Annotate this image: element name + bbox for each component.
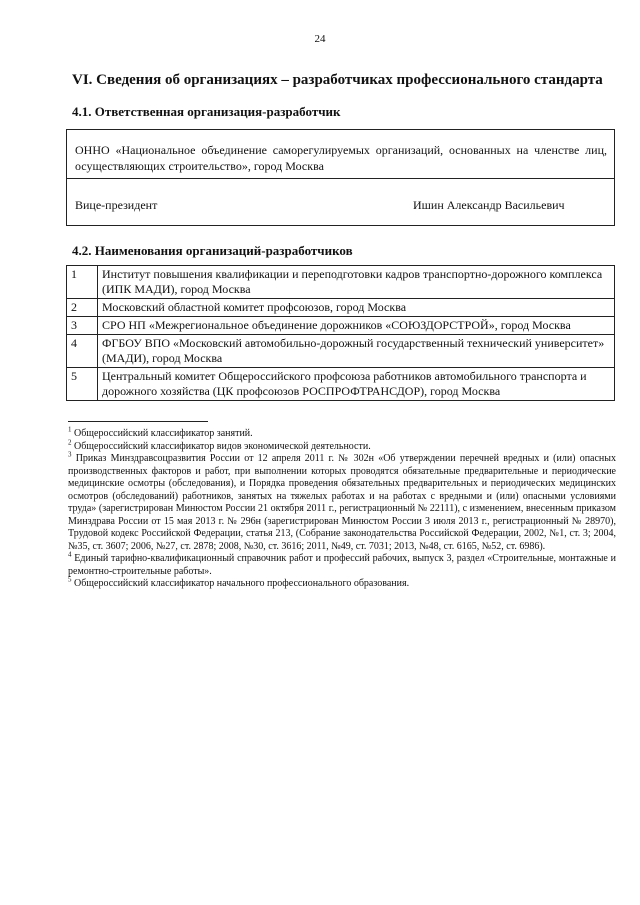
developers-table bbox=[66, 265, 615, 401]
table-row bbox=[67, 335, 615, 368]
responsible-org-heading: 4.1. Ответственная организация-разработчик bbox=[72, 104, 341, 119]
organization-name: Московский областной комитет профсоюзов, город Москва bbox=[98, 299, 615, 317]
footnote-mark: 1 bbox=[68, 425, 72, 434]
organization-name: ФГБОУ ВПО «Московский автомобильно-дорожный государственный технический университет» (МАДИ), город Москва bbox=[98, 335, 615, 368]
footnote-text: Общероссийский классификатор занятий. bbox=[74, 428, 253, 439]
organization-name: СРО НП «Межрегиональное объединение дорожников «СОЮЗДОРСТРОЙ», город Москва bbox=[98, 317, 615, 335]
footnote-mark: 5 bbox=[68, 575, 72, 584]
footnote-text: Приказ Минздравсоцразвития России от 12 апреля 2011 г. № 302н «Об утверждении перечней вредных и (или) опасных производственных факторов и работ, при выполнении которых проводятся обязательные предварительные и периодические медицинские осмотры (обследования), и Порядка проведения обязательных предварительных и периодических медицинских осмотров (обследований) работников, занятых на тяжелых работах и на работах с вредными и (или) опасными условиями труда» (зарегистрирован Минюстом России 21 октября 2011 г., регистрационный № 22111), с изменением, внесенным приказом Минздрава России от 15 мая 2013 г. № 296н (зарегистрирован Минюстом России 3 июля 2013 г., регистрационный № 28970), Трудовой кодекс Российской Федерации, статья 213, (Собрание законодательства Российской Федерации, 2002, №1, ст. 3; 2004, №35, ст. 3607; 2006, №27, ст. 2878; 2008, №30, ст. 3616; 2011, №49, ст. 7031; 2013, №48, ст. 6165, №52, ст. 6986). bbox=[68, 453, 616, 552]
signatory-name: Ишин Александр Васильевич bbox=[413, 198, 565, 212]
responsible-org-name: ОННО «Национальное объединение саморегулируемых организаций, основанных на членстве лиц, осуществляющих строительство», город Москва bbox=[75, 143, 607, 173]
box-divider bbox=[67, 178, 614, 179]
section-title: VI. Сведения об организациях – разработчиках профессионального стандарта bbox=[72, 72, 603, 88]
responsible-org-box bbox=[66, 129, 615, 226]
footnote bbox=[68, 550, 617, 578]
table-row bbox=[67, 368, 615, 401]
row-number: 2 bbox=[67, 299, 98, 317]
footnote-mark: 3 bbox=[68, 450, 72, 459]
row-number: 1 bbox=[67, 266, 98, 299]
developers-heading: 4.2. Наименования организаций-разработчиков bbox=[72, 243, 353, 258]
footnote-text: Единый тарифно-квалификационный справочник работ и профессий рабочих, выпуск 3, раздел «Строительные, монтажные и ремонтно-строительные работы». bbox=[68, 553, 617, 577]
table-row bbox=[67, 317, 615, 335]
footnote-separator bbox=[68, 421, 208, 422]
footnote-mark: 2 bbox=[68, 438, 72, 447]
row-number: 5 bbox=[67, 368, 98, 401]
footnote bbox=[68, 575, 616, 591]
footnote bbox=[68, 438, 616, 454]
row-number: 4 bbox=[67, 335, 98, 368]
table-row bbox=[67, 299, 615, 317]
footnotes bbox=[68, 425, 617, 591]
footnote-text: Общероссийский классификатор начального профессионального образования. bbox=[74, 578, 410, 589]
page-number: 24 bbox=[314, 33, 326, 45]
row-number: 3 bbox=[67, 317, 98, 335]
organization-name: Институт повышения квалификации и переподготовки кадров транспортно-дорожного комплекса (ИПК МАДИ), город Москва bbox=[98, 266, 615, 299]
footnote bbox=[68, 425, 616, 441]
footnote-text: Общероссийский классификатор видов экономической деятельности. bbox=[74, 440, 371, 452]
organization-name: Центральный комитет Общероссийского профсоюза работников автомобильного транспорта и дорожного хозяйства (ЦК профсоюзов РОСПРОФТРАНСДОР), город Москва bbox=[98, 368, 615, 401]
footnote-mark: 4 bbox=[68, 550, 72, 559]
footnote bbox=[68, 450, 616, 553]
signatory-position: Вице-президент bbox=[75, 198, 158, 212]
table-row bbox=[67, 266, 615, 299]
